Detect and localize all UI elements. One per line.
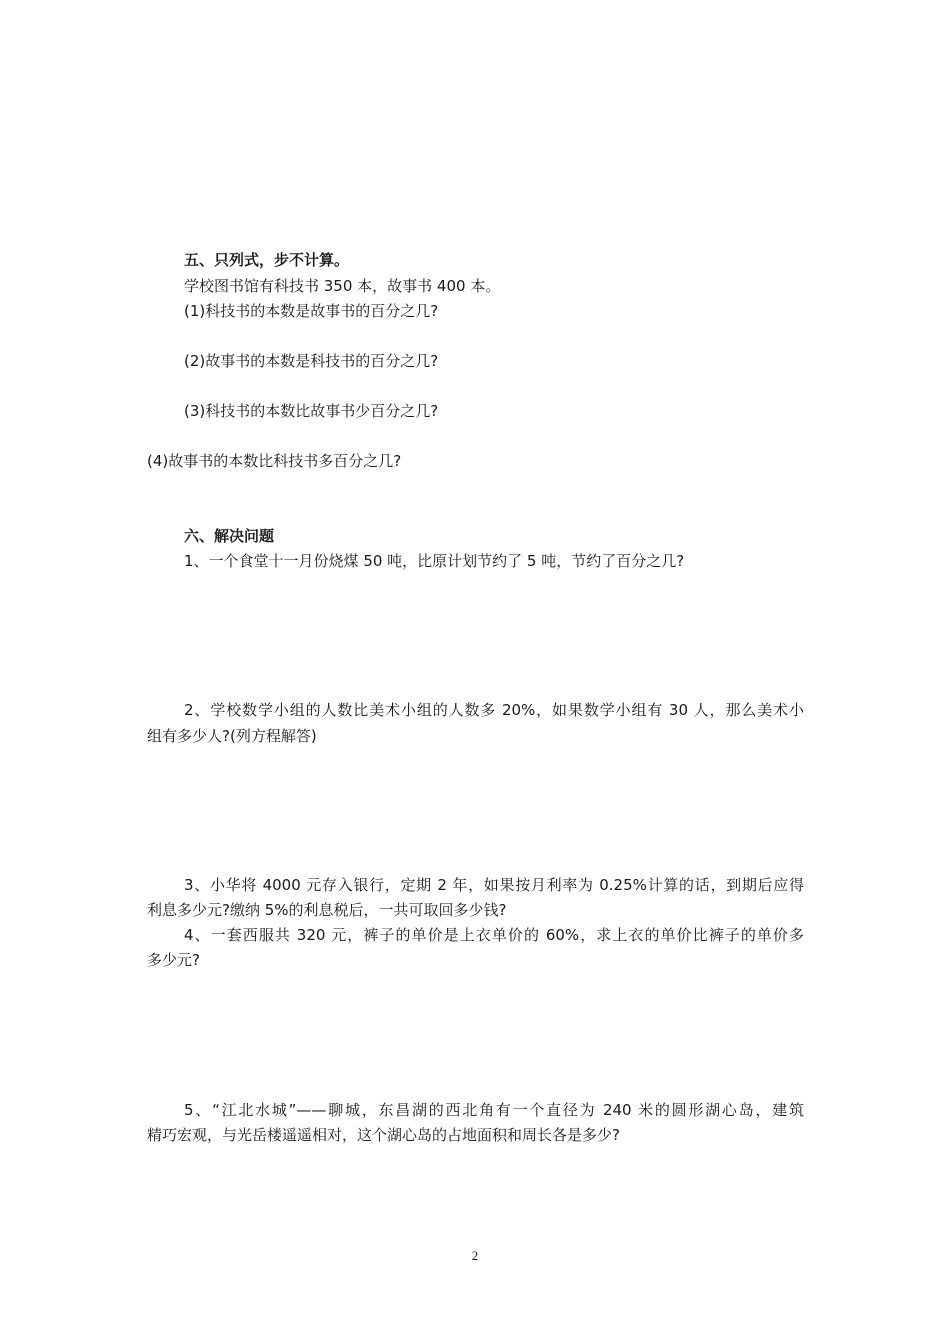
problem-5-line-2: 精巧宏观，与光岳楼遥遥相对，这个湖心岛的占地面积和周长各是多少? [147,1126,620,1144]
problem-1: 1、一个食堂十一月份烧煤 50 吨，比原计划节约了 5 吨，节约了百分之几? [184,552,685,570]
problem-4-line-1: 4、一套西服共 320 元，裤子的单价是上衣单价的 60%，求上衣的单价比裤子的单价多 [184,926,804,944]
problem-4-line-2: 多少元? [147,951,200,969]
page-number: 2 [471,1248,479,1263]
problem-2-line-1: 2、学校数学小组的人数比美术小组的人数多 20%，如果数学小组有 30 人，那么美术小 [184,701,804,719]
question-3: (3)科技书的本数比故事书少百分之几? [184,402,439,420]
problem-3-line-1: 3、小华将 4000 元存入银行，定期 2 年，如果按月利率为 0.25%计算的话，到期后应得 [184,876,804,894]
question-2: (2)故事书的本数是科技书的百分之几? [184,352,439,370]
section-5-heading: 五、只列式，步不计算。 [184,251,350,269]
problem-5-line-1: 5、“江北水城”——聊城，东昌湖的西北角有一个直径为 240 米的圆形湖心岛，建筑 [184,1101,804,1119]
section-5-intro: 学校图书馆有科技书 350 本，故事书 400 本。 [184,277,501,295]
section-6-heading: 六、解决问题 [184,527,275,545]
problem-3-line-2: 利息多少元?缴纳 5%的利息税后，一共可取回多少钱? [147,901,507,919]
question-1: (1)科技书的本数是故事书的百分之几? [184,302,439,320]
problem-2-line-2: 组有多少人?(列方程解答) [147,727,317,745]
question-4: (4)故事书的本数比科技书多百分之几? [147,452,402,470]
